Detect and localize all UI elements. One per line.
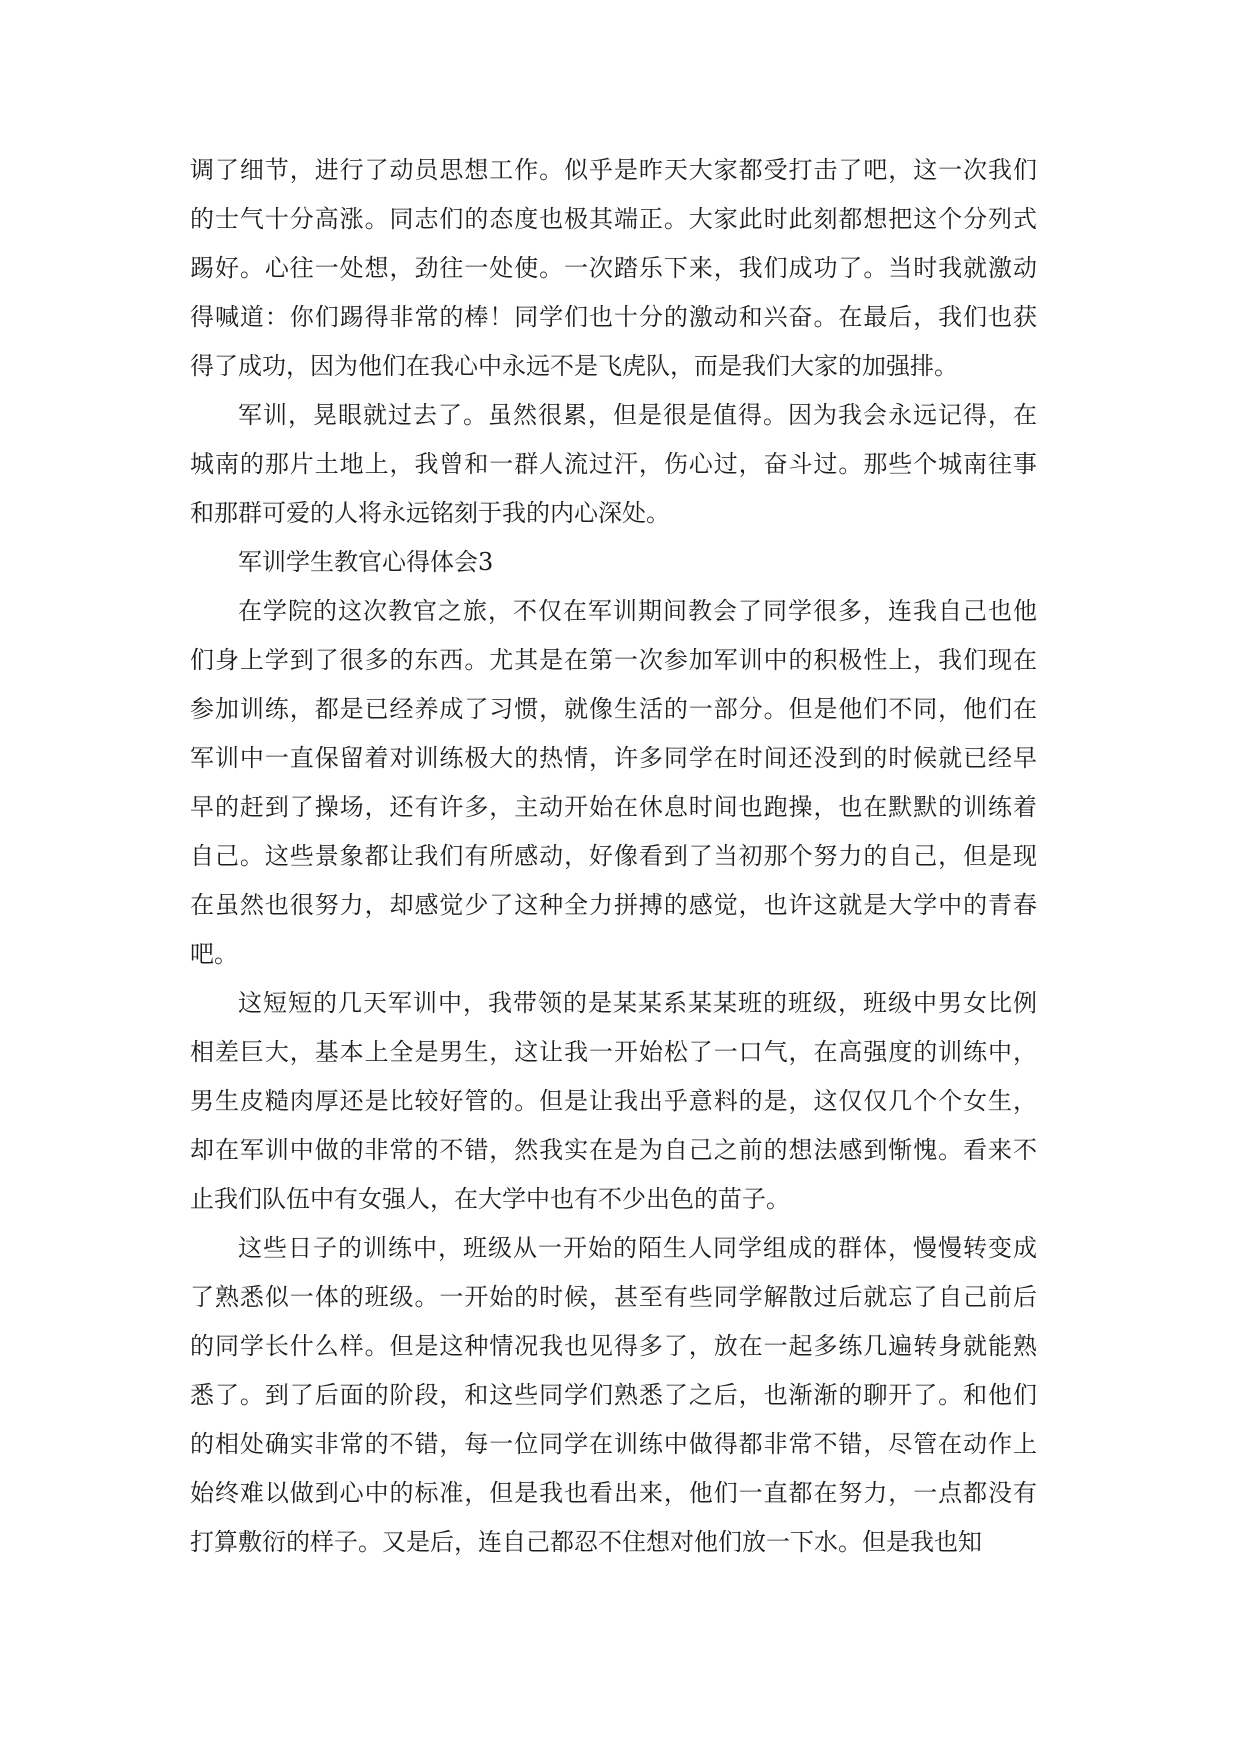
text-line: 和那群可爱的人将永远铭刻于我的内心深处。 — [190, 499, 670, 527]
text-line: 这短短的几天军训中，我带领的是某某系某某班的班级，班级中男女比例 — [238, 989, 1037, 1017]
document-body — [190, 146, 1037, 1567]
paragraph — [190, 979, 1037, 1224]
text-line: 自己。这些景象都让我们有所感动，好像看到了当初那个努力的自己，但是现 — [190, 842, 1037, 870]
paragraph — [190, 1224, 1037, 1567]
text-line: 的相处确实非常的不错，每一位同学在训练中做得都非常不错，尽管在动作上 — [190, 1430, 1037, 1458]
section-heading-text: 军训学生教官心得体会3 — [238, 548, 494, 576]
text-line: 打算敷衍的样子。又是后，连自己都忍不住想对他们放一下水。但是我也知 — [190, 1528, 982, 1556]
text-line: 的同学长什么样。但是这种情况我也见得多了，放在一起多练几遍转身就能熟 — [190, 1332, 1037, 1360]
text-line: 却在军训中做的非常的不错，然我实在是为自己之前的想法感到惭愧。看来不 — [190, 1136, 1037, 1164]
text-line: 相差巨大，基本上全是男生，这让我一开始松了一口气，在高强度的训练中， — [190, 1038, 1037, 1066]
text-line: 调了细节，进行了动员思想工作。似乎是昨天大家都受打击了吧，这一次我们 — [190, 156, 1037, 184]
text-line: 始终难以做到心中的标准，但是我也看出来，他们一直都在努力，一点都没有 — [190, 1479, 1037, 1507]
text-line: 这些日子的训练中，班级从一开始的陌生人同学组成的群体，慢慢转变成 — [238, 1234, 1037, 1262]
text-line: 军训，晃眼就过去了。虽然很累，但是很是值得。因为我会永远记得，在 — [238, 401, 1037, 429]
text-line: 踢好。心往一处想，劲往一处使。一次踏乐下来，我们成功了。当时我就激动 — [190, 254, 1037, 282]
text-line: 吧。 — [190, 940, 238, 968]
text-line: 的士气十分高涨。同志们的态度也极其端正。大家此时此刻都想把这个分列式 — [190, 205, 1037, 233]
text-line: 止我们队伍中有女强人，在大学中也有不少出色的苗子。 — [190, 1185, 790, 1213]
text-line: 早的赶到了操场，还有许多，主动开始在休息时间也跑操，也在默默的训练着 — [190, 793, 1037, 821]
text-line: 们身上学到了很多的东西。尤其是在第一次参加军训中的积极性上，我们现在 — [190, 646, 1037, 674]
text-line: 悉了。到了后面的阶段，和这些同学们熟悉了之后，也渐渐的聊开了。和他们 — [190, 1381, 1037, 1409]
paragraph — [190, 146, 1037, 391]
paragraph — [190, 587, 1037, 979]
text-line: 在学院的这次教官之旅，不仅在军训期间教会了同学很多，连我自己也他 — [238, 597, 1037, 625]
text-line: 了熟悉似一体的班级。一开始的时候，甚至有些同学解散过后就忘了自己前后 — [190, 1283, 1037, 1311]
text-line: 参加训练，都是已经养成了习惯，就像生活的一部分。但是他们不同，他们在 — [190, 695, 1037, 723]
text-line: 军训中一直保留着对训练极大的热情，许多同学在时间还没到的时候就已经早 — [190, 744, 1037, 772]
section-heading — [190, 538, 1037, 587]
text-line: 男生皮糙肉厚还是比较好管的。但是让我出乎意料的是，这仅仅几个个女生， — [190, 1087, 1037, 1115]
text-line: 得喊道：你们踢得非常的棒！同学们也十分的激动和兴奋。在最后，我们也获 — [190, 303, 1037, 331]
text-line: 城南的那片土地上，我曾和一群人流过汗，伤心过，奋斗过。那些个城南往事 — [190, 450, 1037, 478]
text-line: 在虽然也很努力，却感觉少了这种全力拼搏的感觉，也许这就是大学中的青春 — [190, 891, 1037, 919]
text-line: 得了成功，因为他们在我心中永远不是飞虎队，而是我们大家的加强排。 — [190, 352, 958, 380]
paragraph — [190, 391, 1037, 538]
